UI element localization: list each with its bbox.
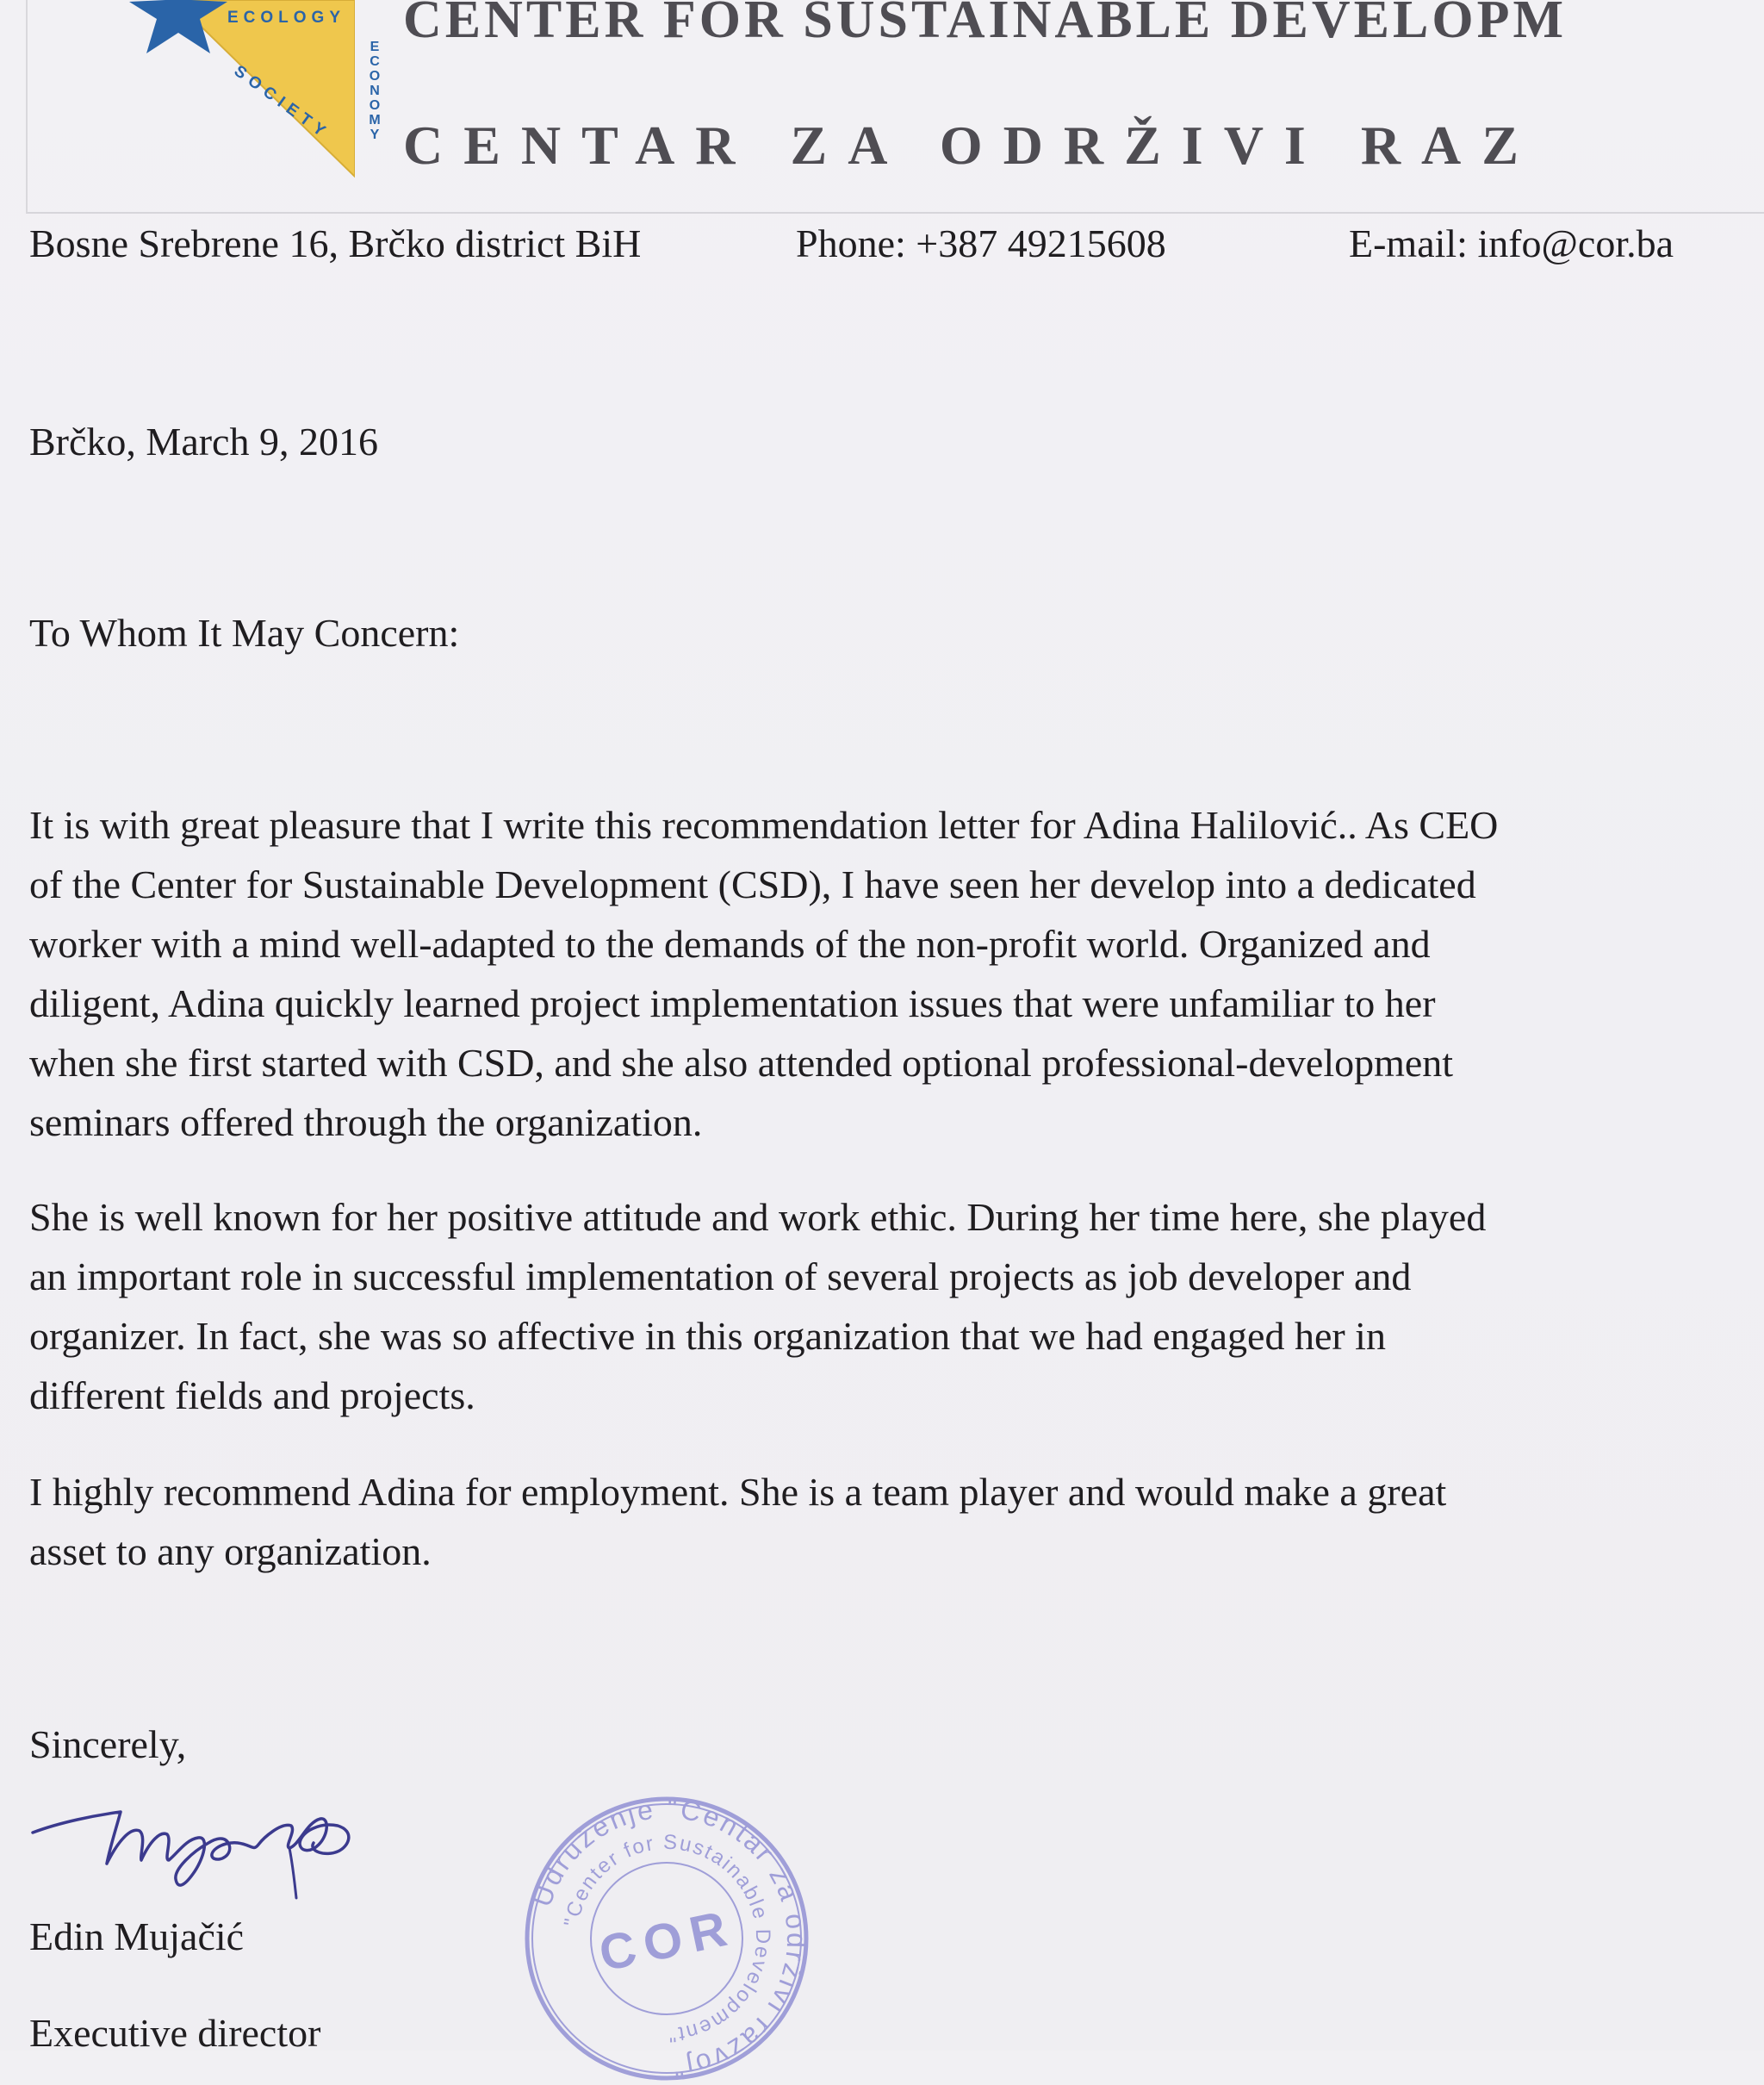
paragraph-line: when she first started with CSD, and she also attended optional professional-development <box>29 1041 1454 1085</box>
signer-title: Executive director <box>29 2011 321 2055</box>
stamp-inner-textpath: "Center for Sustainable Development" <box>560 1830 775 2047</box>
stamp-ink <box>526 1793 813 2084</box>
organization-name-english: CENTER FOR SUSTAINABLE DEVELOPM <box>403 0 1567 49</box>
paragraph-line: seminars offered through the organization. <box>29 1100 703 1144</box>
contact-address: Bosne Srebrene 16, Brčko district BiH <box>29 221 642 265</box>
stamp-graphic <box>520 1792 813 2085</box>
logo-word-economy: ECONOMY <box>369 40 381 142</box>
organization-name-local: CENTAR ZA ODRŽIVI RAZ <box>403 115 1539 176</box>
signer-name: Edin Mujačić <box>29 1914 245 1958</box>
paragraph-line: different fields and projects. <box>29 1373 475 1417</box>
organization-logo <box>79 0 381 185</box>
paragraph-line: I highly recommend Adina for employment. She is a team player and would make a great <box>29 1470 1447 1514</box>
letter-paragraph <box>29 1462 1743 1581</box>
letterhead <box>26 0 1764 214</box>
signature-stroke <box>33 1812 349 1885</box>
letter-date: Brčko, March 9, 2016 <box>29 420 378 464</box>
paragraph-line: organizer. In fact, she was so affective in this organization that we had engaged her in <box>29 1314 1386 1358</box>
paragraph-line: diligent, Adina quickly learned project implementation issues that were unfamiliar to her <box>29 981 1436 1025</box>
paragraph-line: She is well known for her positive attitude and work ethic. During her time here, she played <box>29 1195 1487 1239</box>
paragraph-line: an important role in successful implementation of several projects as job developer and <box>29 1254 1412 1298</box>
letter-closing: Sincerely, <box>29 1722 187 1766</box>
stamp-outer-textpath: Udruženje "Centar za održivi razvoj" <box>525 1792 813 2085</box>
signature-stroke <box>289 1848 296 1898</box>
letter-paragraph <box>29 795 1743 1152</box>
logo-word-ecology: ECOLOGY <box>227 9 346 27</box>
logo-word-society: SOCIETY <box>230 62 334 144</box>
paragraph-line: of the Center for Sustainable Development (CSD), I have seen her develop into a dedicated <box>29 862 1476 906</box>
letter-paragraph <box>29 1187 1743 1425</box>
contact-email: E-mail: info@cor.ba <box>1349 221 1674 265</box>
organization-stamp <box>520 1792 813 2085</box>
paragraph-line: asset to any organization. <box>29 1529 432 1573</box>
stamp-center-text: COR <box>594 1899 740 1982</box>
paragraph-line: worker with a mind well-adapted to the demands of the non-profit world. Organized and <box>29 922 1431 966</box>
contact-phone: Phone: +387 49215608 <box>796 221 1166 265</box>
logo-graphic <box>79 0 355 185</box>
paragraph-line: It is with great pleasure that I write this recommendation letter for Adina Halilović.. As CEO <box>29 803 1499 847</box>
letter-salutation: To Whom It May Concern: <box>29 611 460 655</box>
